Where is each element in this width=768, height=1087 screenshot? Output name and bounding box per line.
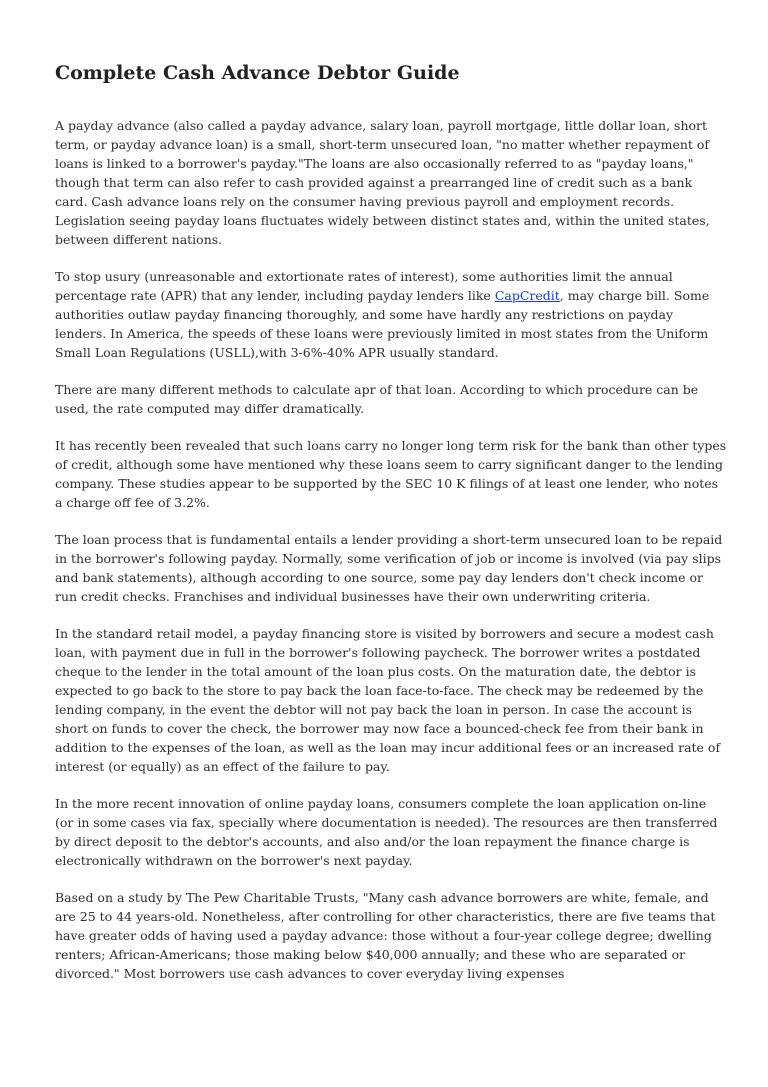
paragraph-3: There are many different methods to calculate apr of that loan. According to which procedure can be used, the rate computed may differ dramatically. — [55, 382, 699, 416]
document-title: Complete Cash Advance Debtor Guide — [55, 62, 460, 84]
paragraph-6: In the standard retail model, a payday financing store is visited by borrowers and secure a modest cash loan, with payment due in full in the borrower's following paycheck. The borrower writes a postdated cheque to the lender in the total amount of the loan plus costs. On the maturation date, the debtor is expected to go back to the store to pay back the loan face-to-face. The check may be redeemed by the lending company, in the event the debtor will not pay back the loan in person. In case the account is short on funds to cover the check, the borrower may now face a bounced-check fee from their bank in addition to the expenses of the loan, as well as the loan may incur additional fees or an increased rate of interest (or equally) as an effect of the failure to pay. — [55, 626, 721, 774]
paragraph-2-text-before: To stop usury (unreasonable and extortionate rates of interest), some authorities limit the annual percentage rate (APR) that any lender, including payday lenders like — [55, 269, 673, 303]
paragraph-8: Based on a study by The Pew Charitable Trusts, "Many cash advance borrowers are white, female, and are 25 to 44 years-old. Nonetheless, after controlling for other characteristics, there are five teams that have greater odds of having used a payday advance: those without a four-year college degree; dwelling renters; African-Americans; those making below $40,000 annually; and these who are separated or divorced." Most borrowers use cash advances to cover everyday living expenses — [55, 890, 716, 981]
paragraph-1: A payday advance (also called a payday advance, salary loan, payroll mortgage, little dollar loan, short term, or payday advance loan) is a small, short-term unsecured loan, "no matter whether repayment of loans is linked to a borrower's payday."The loans are also occasionally referred to as "payday loans," though that term can also refer to cash provided against a prearranged line of credit such as a bank card. Cash advance loans rely on the consumer having previous payroll and employment records. Legislation seeing payday loans fluctuates widely between distinct states and, within the united states, between different nations. — [55, 118, 710, 247]
paragraph-2 — [55, 267, 728, 362]
capcredit-link[interactable]: CapCredit — [494, 288, 560, 303]
paragraph-7: In the more recent innovation of online payday loans, consumers complete the loan application on-line (or in some cases via fax, specially where documentation is needed). The resources are then transferred by direct deposit to the debtor's accounts, and also and/or the loan repayment the finance charge is electronically withdrawn on the borrower's next payday. — [55, 796, 718, 868]
paragraph-4: It has recently been revealed that such loans carry no longer long term risk for the bank than other types of credit, although some have mentioned why these loans seem to carry significant danger to the lending company. These studies appear to be supported by the SEC 10 K filings of at least one lender, who notes a charge off fee of 3.2%. — [55, 438, 727, 510]
paragraph-5: The loan process that is fundamental entails a lender providing a short-term unsecured loan to be repaid in the borrower's following payday. Normally, some verification of job or income is involved (via pay slips and bank statements), although according to one source, some pay day lenders don't check income or run credit checks. Franchises and individual businesses have their own underwriting criteria. — [55, 532, 723, 604]
paragraph-2-text-after: , may charge bill. Some authorities outlaw payday financing thoroughly, and some have hardly any restrictions on payday lenders. In America, the speeds of these loans were previously limited in most states from the Uniform Small Loan Regulations (USLL),with 3-6%-40% APR usually standard. — [55, 288, 710, 360]
